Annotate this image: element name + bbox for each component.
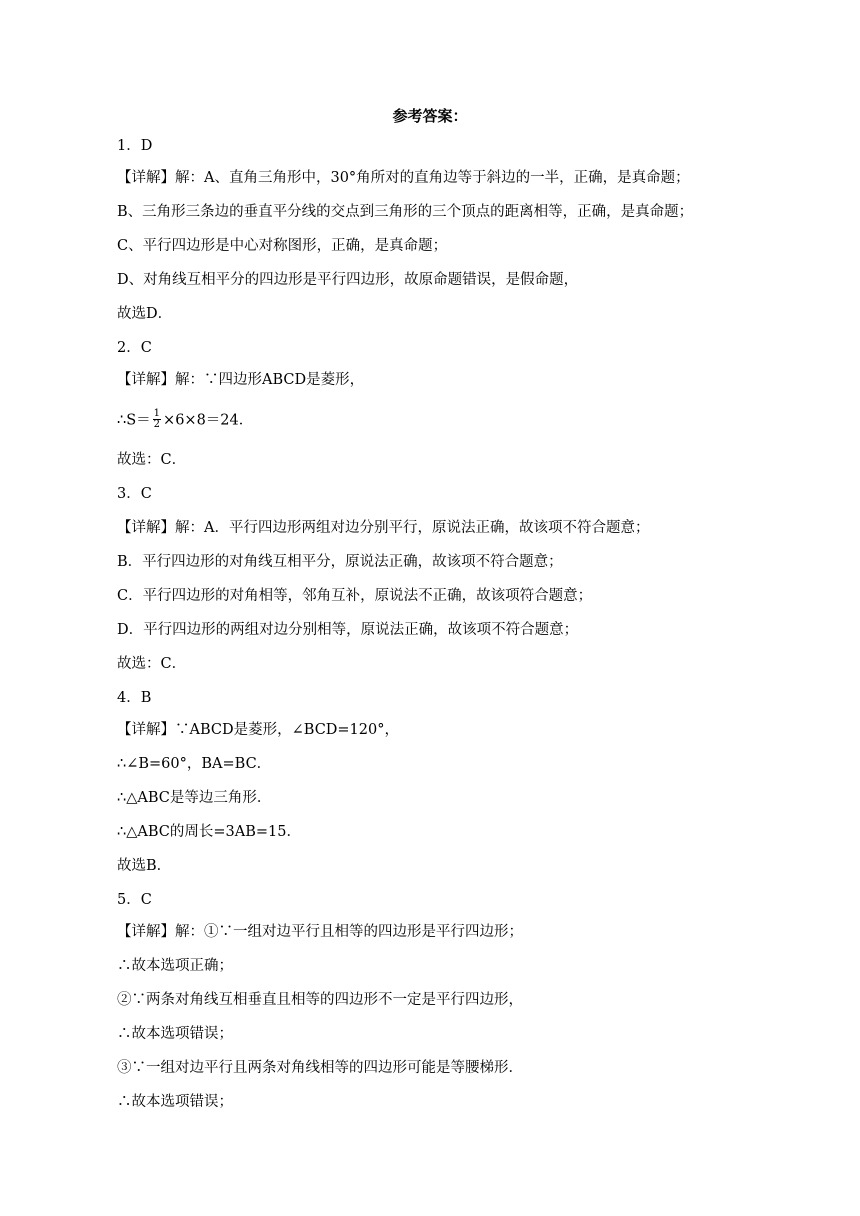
page-title: 参考答案： [392,107,468,125]
fraction-denominator: 2 [153,419,161,430]
conclusion-line: 故选D． [117,306,173,322]
explanation-line: ∴△ABC的周长=3AB=15． [117,824,301,840]
answer-number-1: 1．D [117,138,153,154]
formula-line [117,410,253,431]
explanation-line: C、平行四边形是中心对称图形，正确，是真命题； [117,238,448,254]
explanation-line: 【详解】解：A．平行四边形两组对边分别平行，原说法正确，故该项不符合题意； [117,520,650,536]
fraction-numerator: 1 [153,408,161,419]
explanation-line: ∴△ABC是等边三角形． [117,790,272,806]
explanation-line: D、对角线互相平分的四边形是平行四边形，故原命题错误，是假命题， [117,272,579,288]
formula-result: ×6×8＝24． [163,412,254,429]
explanation-line: B．平行四边形的对角线互相平分，原说法正确，故该项不符合题意； [117,554,563,570]
answer-number-4: 4．B [117,690,152,706]
explanation-line: 【详解】解：∵四边形ABCD是菱形， [117,372,365,388]
explanation-line: ∴∠B=60°，BA=BC． [117,756,272,772]
explanation-line: 【详解】解：A、直角三角形中，30°角所对的直角边等于斜边的一半，正确，是真命题； [117,170,690,186]
explanation-line: ②∵两条对角线互相垂直且相等的四边形不一定是平行四边形， [117,992,523,1008]
formula-prefix: ∴S＝ [117,412,151,429]
explanation-line: C．平行四边形的对角相等，邻角互补，原说法不正确，故该项符合题意； [117,588,593,604]
explanation-line: ∴故本选项错误； [117,1026,233,1042]
conclusion-line: 故选：C． [117,452,187,468]
explanation-line: 【详解】解：①∵一组对边平行且相等的四边形是平行四边形； [117,924,523,940]
answer-number-5: 5．C [117,892,152,908]
explanation-line: D．平行四边形的两组对边分别相等，原说法正确，故该项不符合题意； [117,622,579,638]
explanation-line: ∴故本选项正确； [117,958,233,974]
conclusion-line: 故选：C． [117,656,187,672]
explanation-line: ③∵一组对边平行且两条对角线相等的四边形可能是等腰梯形． [117,1060,523,1076]
answer-number-2: 2．C [117,340,152,356]
explanation-line: B、三角形三条边的垂直平分线的交点到三角形的三个顶点的距离相等，正确，是真命题； [117,204,694,220]
answer-number-3: 3．C [117,486,152,502]
explanation-line: 【详解】∵ABCD是菱形，∠BCD=120°， [117,722,399,738]
explanation-line: ∴故本选项错误； [117,1094,233,1110]
conclusion-line: 故选B． [117,858,172,874]
fraction [153,409,161,430]
